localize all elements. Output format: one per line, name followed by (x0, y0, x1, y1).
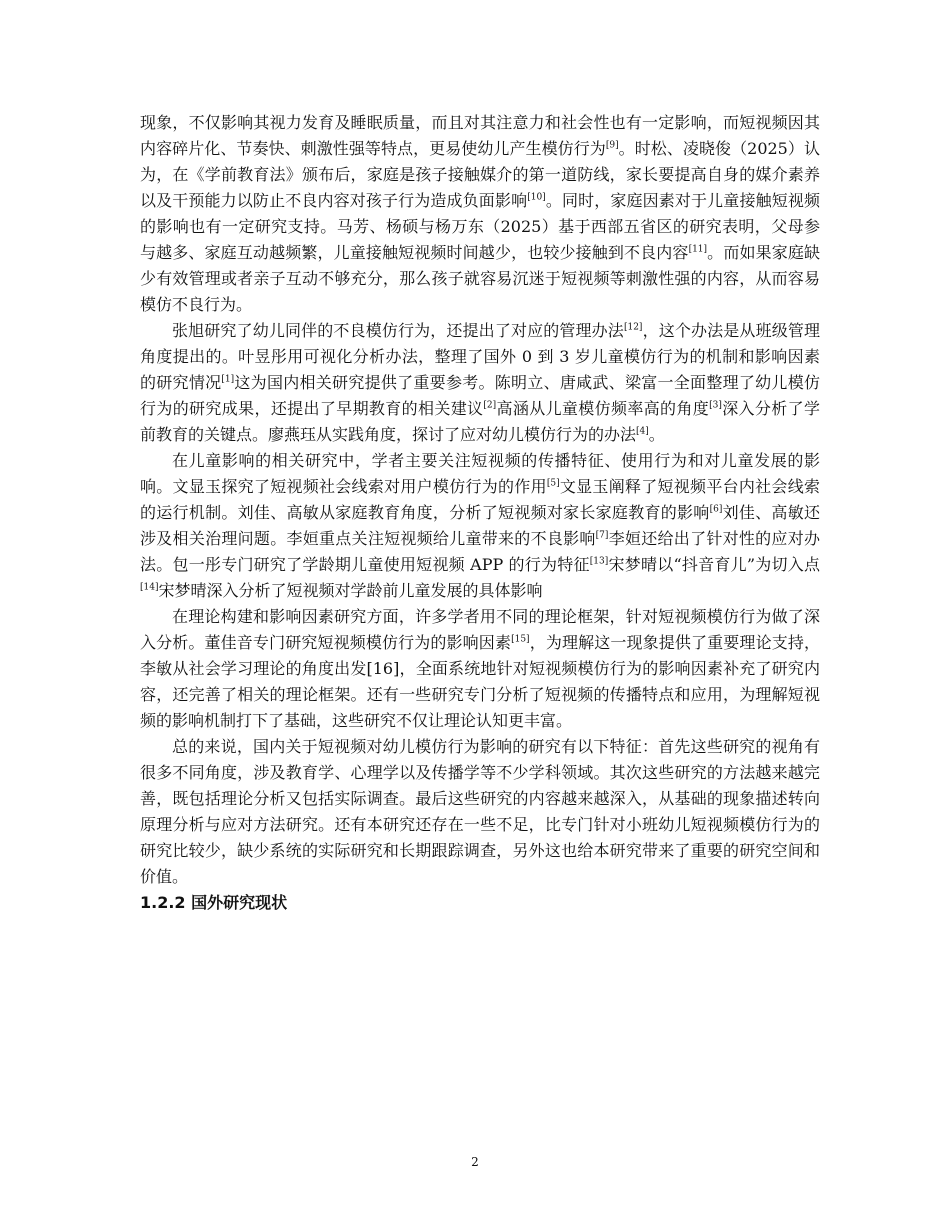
paragraph-text: 在理论构建和影响因素研究方面，许多学者用不同的理论框架，针对短视频模仿行为做了深入分析。董佳音专门研究短视频模仿行为的影响因素 (140, 607, 820, 652)
body-paragraph (140, 448, 820, 604)
paragraph-text: 宋梦晴以“抖音育儿”为切入点 (608, 555, 820, 574)
paragraph-text: 文显玉阐释了短视频平台内社会线索的运行机制。刘佳、高敏从家庭教育角度，分析了短视频对家长家庭教育的影响 (140, 477, 820, 522)
paragraph-text: 深入分析了学前教育的关键点。廖燕珏从实践角度，探讨了应对幼儿模仿行为的办法 (140, 399, 820, 444)
paragraph-text: 。时松、凌晓俊（2025）认为，在《学前教育法》颁布后，家庭是孩子接触媒介的第一道防线，家长要提高自身的媒介素养以及干预能力以防止不良内容对孩子行为造成负面影响 (140, 139, 820, 210)
citation-marker: [4] (636, 426, 649, 437)
body-text (140, 110, 820, 890)
paragraph-text: ，为理解这一现象提供了重要理论支持，李敏从社会学习理论的角度出发[16]，全面系统地针对短视频模仿行为的影响因素补充了研究内容，还完善了相关的理论框架。还有一些研究专门分析了短视频的传播特点和应用，为理解短视频的影响机制打下了基础，这些研究不仅让理论认知更丰富。 (140, 633, 820, 730)
citation-marker: [9] (605, 140, 619, 151)
citation-marker: [10] (527, 192, 546, 203)
paragraph-text: ，这个办法是从班级管理角度提出的。叶昱彤用可视化分析办法，整理了国外 0 到 3 岁儿童模仿行为的机制和影响因素的研究情况 (140, 321, 820, 392)
citation-marker: [1] (221, 374, 235, 385)
citation-marker: [11] (688, 244, 708, 255)
paragraph-text: 。 (648, 425, 665, 444)
citation-marker: [6] (709, 504, 723, 515)
body-paragraph (140, 604, 820, 734)
paragraph-text: 宋梦晴深入分析了短视频对学龄前儿童发展的具体影响 (158, 581, 543, 600)
paragraph-text: 李姮还给出了针对性的应对办法。包一彤专门研究了学龄期儿童使用短视频 APP 的行为特征 (140, 529, 820, 574)
paragraph-text: 总的来说，国内关于短视频对幼儿模仿行为影响的研究有以下特征：首先这些研究的视角有很多不同角度，涉及教育学、心理学以及传播学等不少学科领域。其次这些研究的方法越来越完善，既包括理论分析又包括实际调查。最后这些研究的内容越来越深入，从基础的现象描述转向原理分析与应对方法研究。还有本研究还存在一些不足，比专门针对小班幼儿短视频模仿行为的研究比较少，缺少系统的实际研究和长期跟踪调查，另外这也给本研究带来了重要的研究空间和价值。 (140, 737, 820, 886)
paragraph-text: 张旭研究了幼儿同伴的不良模仿行为，还提出了对应的管理办法 (172, 321, 624, 340)
citation-marker: [5] (546, 478, 560, 489)
citation-marker: [13] (589, 556, 609, 567)
paragraph-text: 在儿童影响的相关研究中，学者主要关注短视频的传播特征、使用行为和对儿童发展的影响。文显玉探究了短视频社会线索对用户模仿行为的作用 (140, 451, 820, 496)
citation-marker: [7] (595, 530, 609, 541)
document-page (140, 110, 820, 916)
citation-marker: [12] (623, 322, 643, 333)
body-paragraph (140, 318, 820, 448)
paragraph-text: 。而如果家庭缺少有效管理或者亲子互动不够充分，那么孩子就容易沉迷于短视频等刺激性强的内容，从而容易模仿不良行为。 (140, 243, 820, 314)
citation-marker: [15] (511, 634, 530, 645)
citation-marker: [2] (483, 400, 497, 411)
page-number: 2 (471, 1155, 479, 1169)
paragraph-text: 刘佳、高敏还涉及相关治理问题。李姮重点关注短视频给儿童带来的不良影响 (140, 503, 820, 548)
section-heading: 1.2.2 国外研究现状 (140, 893, 288, 912)
paragraph-text: 高涵从儿童模仿频率高的角度 (496, 399, 710, 418)
paragraph-text: 这为国内相关研究提供了重要参考。陈明立、唐咸武、梁富一全面整理了幼儿模仿行为的研究成果，还提出了早期教育的相关建议 (140, 373, 820, 418)
paragraph-text: 。同时，家庭因素对于儿童接触短视频的影响也有一定研究支持。马芳、杨硕与杨万东（2025）基于西部五省区的研究表明，父母参与越多、家庭互动越频繁，儿童接触短视频时间越少，也较少接触到不良内容 (140, 191, 820, 262)
citation-marker: [14] (140, 582, 159, 593)
paragraph-text: 现象，不仅影响其视力发育及睡眠质量，而且对其注意力和社会性也有一定影响，而短视频因其内容碎片化、节奏快、刺激性强等特点，更易使幼儿产生模仿行为 (140, 113, 820, 158)
body-paragraph (140, 110, 820, 318)
body-paragraph (140, 734, 820, 890)
citation-marker: [3] (709, 400, 722, 411)
